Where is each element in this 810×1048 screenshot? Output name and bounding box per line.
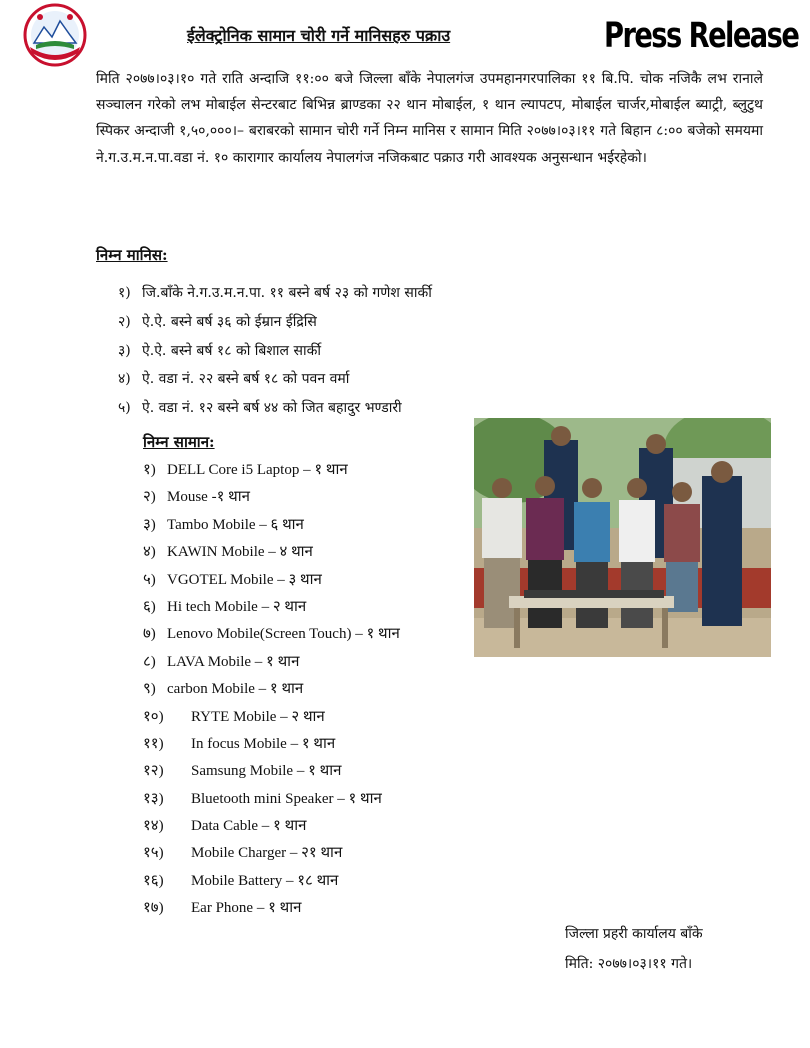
- list-item: ५) VGOTEL Mobile – ३ थान: [143, 571, 322, 588]
- list-item: १२) Samsung Mobile – १ थान: [143, 763, 342, 780]
- list-item: ९) carbon Mobile – १ थान: [143, 681, 304, 698]
- list-item: १३) Bluetooth mini Speaker – १ थान: [143, 790, 382, 807]
- press-release-heading: Press Release: [604, 16, 799, 56]
- signature-block: [565, 919, 703, 979]
- list-item: ४) KAWIN Mobile – ४ थान: [143, 544, 313, 561]
- people-list: [118, 279, 432, 423]
- issuing-office: जिल्ला प्रहरी कार्यालय बाँके: [565, 926, 703, 942]
- list-item: ३) Tambo Mobile – ६ थान: [143, 516, 304, 533]
- list-item: ६) Hi tech Mobile – २ थान: [143, 598, 307, 615]
- list-item: ११) In focus Mobile – १ थान: [143, 735, 336, 752]
- list-item: १०) RYTE Mobile – २ थान: [143, 708, 325, 725]
- list-item: १५) Mobile Charger – २१ थान: [143, 845, 343, 862]
- list-item: ८) LAVA Mobile – १ थान: [143, 653, 300, 670]
- arrest-photo: [474, 418, 771, 657]
- list-item: ७) Lenovo Mobile(Screen Touch) – १ थान: [143, 626, 400, 643]
- list-item: १) DELL Core i5 Laptop – १ थान: [143, 462, 348, 478]
- list-item: ४) ऐ. वडा नं. २२ बस्ने बर्ष १८ को पवन वर्मा: [118, 371, 350, 388]
- items-list: [143, 457, 400, 923]
- issue-date: मिति: २०७७।०३।११ गते।: [565, 956, 693, 972]
- intro-paragraph: मिति २०७७।०३।१० गते राति अन्दाजि ११:०० बजे जिल्ला बाँके नेपालगंज उपमहानगरपालिका ११ बि.पि. चोक नजिकै लभ रानाले सञ्चालन गरेको लभ मोबाईल सेन्टरबाट बिभिन्न ब्राण्डका २२ थान मोबाईल, १ थान ल्यापटप, मोबाईल चार्जर,मोबाईल ब्याट्री, ब्लुटुथ स्पिकर अन्दाजी १,५०,०००।– बराबरको सामान चोरी गर्ने निम्न मानिस र सामान मिति २०७७।०३।११ गते बिहान ८:०० बजेको समयमा ने.ग.उ.म.न.पा.वडा नं. १० कारागार कार्यालय नेपालगंज नजिकबाट पक्राउ गरी आवश्यक अनुसन्धान भईरहेको।: [96, 71, 763, 166]
- list-item: १६) Mobile Battery – १८ थान: [143, 872, 339, 889]
- list-item: २) ऐ.ऐ. बस्ने बर्ष ३६ को ईम्रान ईद्रिसि: [118, 313, 317, 330]
- list-item: ५) ऐ. वडा नं. १२ बस्ने बर्ष ४४ को जित बहादुर भण्डारी: [118, 400, 402, 417]
- people-section-title: निम्न मानिस:: [96, 246, 168, 264]
- list-item: ३) ऐ.ऐ. बस्ने बर्ष १८ को बिशाल सार्की: [118, 342, 321, 359]
- list-item: २) Mouse -१ थान: [143, 489, 250, 506]
- nepal-emblem-icon: [22, 3, 88, 67]
- list-item: १७) Ear Phone – १ थान: [143, 900, 302, 917]
- list-item: १४) Data Cable – १ थान: [143, 818, 307, 835]
- items-section-title: निम्न सामान:: [143, 433, 215, 451]
- page-title: ईलेक्ट्रोनिक सामान चोरी गर्ने मानिसहरु पक्राउ: [187, 26, 451, 45]
- list-item: १) जि.बाँके ने.ग.उ.म.न.पा. ११ बस्ने बर्ष २३ को गणेश सार्की: [118, 285, 432, 301]
